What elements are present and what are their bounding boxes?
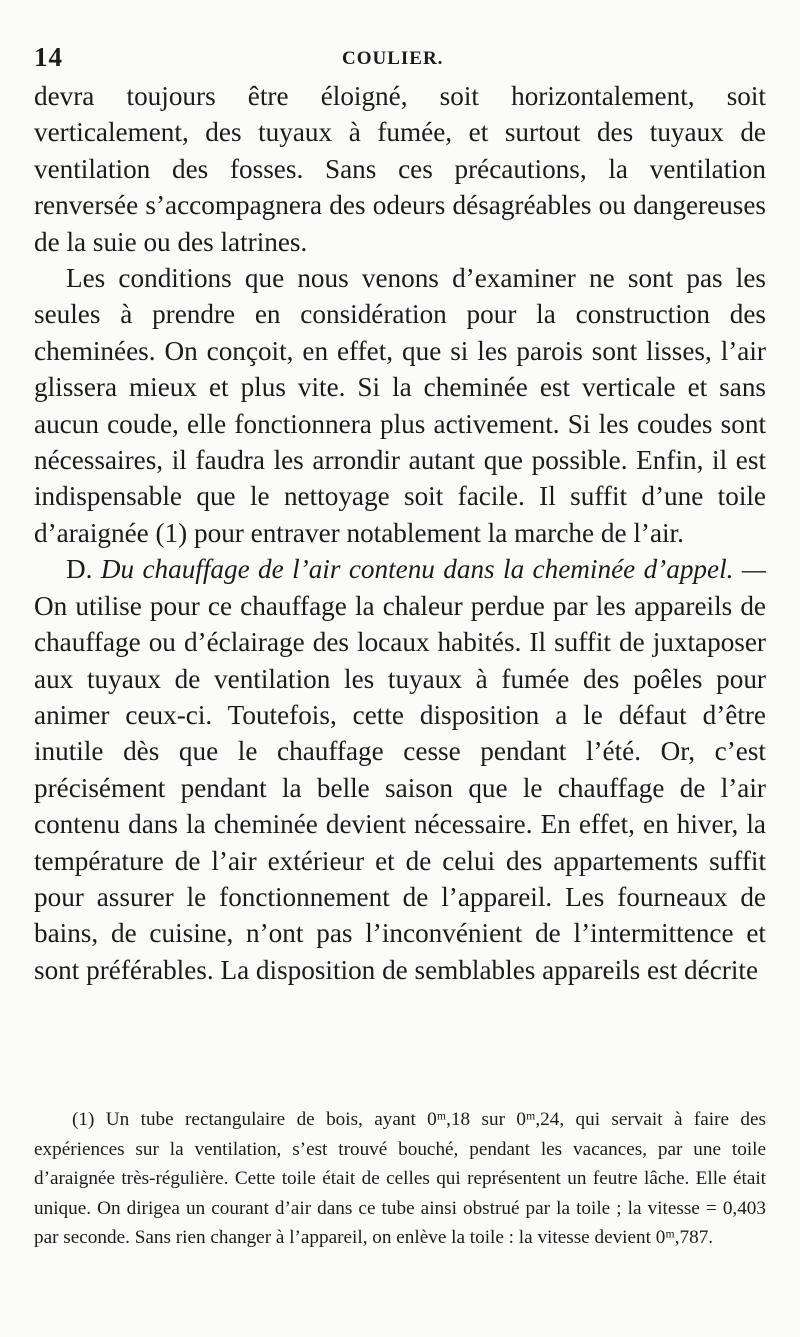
page-number: 14: [34, 42, 63, 72]
running-title: COULIER.: [342, 48, 444, 69]
footnote: [34, 1105, 766, 1253]
main-text: [34, 78, 766, 988]
footnote-text: (1) Un tube rectangulaire de bois, ayant 0ᵐ,18 sur 0ᵐ,24, qui servait à faire des expériences sur la ventilation, s’est trouvé bouché, pendant les vacances, par une toile d’araignée très-régulière. Cette toile était de celles qui représentent un feutre lâche. Elle était unique. On dirigea un courant d’air dans ce tube ainsi obstrué par la toile ; la vitesse = 0,403 par seconde. Sans rien changer à l’appareil, on enlève la toile : la vitesse devient 0ᵐ,787.: [34, 1109, 766, 1249]
paragraph-continued: devra toujours être éloigné, soit horizontalement, soit verticalement, des tuyaux à fumée, et surtout des tuyaux de ventilation des fosses. Sans ces précautions, la ventilation renversée s’accompagnera des odeurs désagréables ou dangereuses de la suie ou des latrines.: [34, 81, 766, 257]
paragraph-conditions: Les conditions que nous venons d’examiner ne sont pas les seules à prendre en considération pour la construction des cheminées. On conçoit, en effet, que si les parois sont lisses, l’air glissera mieux et plus vite. Si la cheminée est verticale et sans aucun coude, elle fonctionnera plus activement. Si les coudes sont nécessaires, il faudra les arrondir autant que possible. Enfin, il est indispensable que le nettoyage soit facile. Il suffit d’une toile d’araignée (1) pour entraver notablement la marche de l’air.: [34, 263, 766, 548]
section-heading: Du chauffage de l’air contenu dans la cheminée d’appel. —: [100, 554, 766, 585]
running-header: [34, 42, 766, 76]
section-text: On utilise pour ce chauffage la chaleur perdue par les appareils de chauffage ou d’éclairage des locaux habités. Il suffit de juxtaposer aux tuyaux de ventilation les tuyaux à fumée des poêles pour animer ceux-ci. Toutefois, cette disposition a le défaut d’être inutile dès que le chauffage cesse pendant l’été. Or, c’est précisément pendant la belle saison que le chauffage de l’air contenu dans la cheminée devient nécessaire. En effet, en hiver, la température de l’air extérieur et de celui des appartements suffit pour assurer le fonctionnement de l’appareil. Les fourneaux de bains, de cuisine, n’ont pas l’inconvénient de l’intermittence et sont préférables. La disposition de semblables appareils est décrite: [34, 590, 766, 985]
paragraph-section-d: [34, 551, 766, 988]
section-label: D.: [66, 554, 93, 585]
